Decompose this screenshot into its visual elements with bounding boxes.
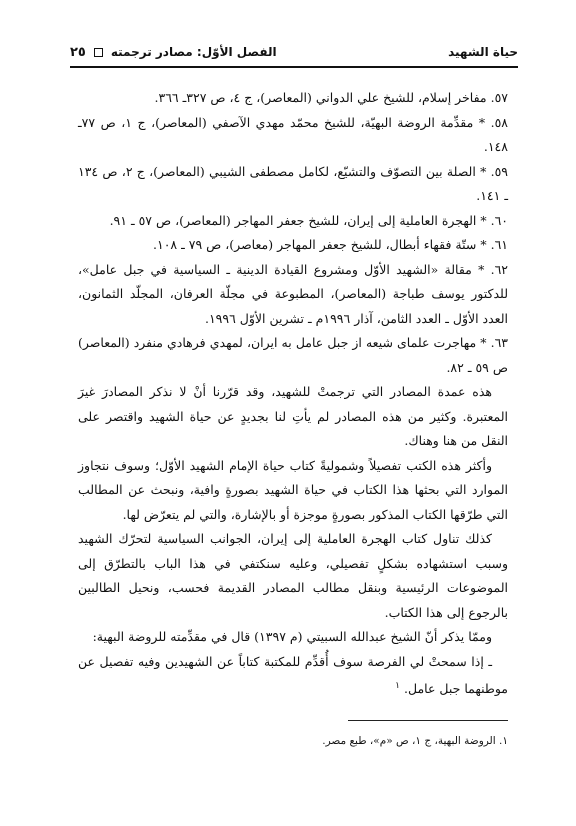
reference-item: ٦٢. * مقالة «الشهيد الأوّل ومشروع القيادة الدينية ـ السياسية في جبل عامل»، للدكتور يوسف طباجة (المعاصر)، المطبوعة في مجلّة العرفان، المجلّد الثمانون، العدد الأوّل ـ العدد الثامن، آذار ١٩٩٦م ـ تشرين الأوّل ١٩٩٦. bbox=[78, 261, 508, 326]
quoted-paragraph bbox=[78, 650, 508, 702]
reference-item: ٦١. * ستّة فقهاء أبطال، للشيخ جعفر المهاجر (معاصر)، ص ٧٩ ـ ١٠٨. bbox=[153, 237, 508, 252]
header-chapter-group bbox=[70, 45, 277, 60]
reference-item: ٦٣. * مهاجرت علمای شیعه از جبل عامل به ایران، لمهدي فرهادي منفرد (المعاصر) ص ٥٩ ـ ٨٢. bbox=[78, 335, 508, 375]
reference-list bbox=[78, 86, 508, 380]
separator-box-icon bbox=[94, 48, 103, 57]
header-rule bbox=[70, 66, 518, 68]
body-paragraph: هذه عمدة المصادر التي ترجمتْ للشهيد، وقد قرّرنا أنْ لا نذكر المصادرَ غيرَ المعتبرة. وكثير من هذه المصادر لم يأتِ لنا بجديدٍ عن حياة الشهيد واقتصر على النقل من هنا وهناك. bbox=[78, 384, 508, 448]
reference-item: ٥٨. * مقدِّمة الروضة البهيّة، للشيخ محمّد مهدي الآصفي (المعاصر)، ج ١، ص ٧٧ـ ١٤٨. bbox=[78, 114, 508, 154]
footnote-marker: ١ bbox=[395, 681, 400, 691]
main-content bbox=[78, 86, 508, 702]
body-paragraph: وممّا يذكر أنّ الشيخ عبدالله السبيتي (م ١٣٩٧) قال في مقدِّمته للروضة البهية: bbox=[92, 629, 492, 644]
book-title: حياة الشهيد bbox=[448, 45, 518, 59]
reference-item: ٦٠. * الهجرة العاملية إلى إيران، للشيخ جعفر المهاجر (المعاصر)، ص ٥٧ ـ ٩١. bbox=[109, 212, 508, 228]
chapter-title: الفصل الأوّل: مصادر ترجمته bbox=[110, 45, 277, 59]
reference-item: ٥٩. * الصلة بين التصوّف والتشيّع، لكامل مصطفى الشيبي (المعاصر)، ج ٢، ص ١٣٤ ـ ١٤١. bbox=[78, 163, 508, 203]
footnote: ١. الروضة البهية، ج ١، ص «م»، طبع مصر. bbox=[322, 735, 508, 747]
page-number: ٢٥ bbox=[70, 44, 86, 60]
footnote-rule bbox=[348, 720, 508, 721]
running-header bbox=[70, 42, 518, 62]
reference-item: ٥٧. مفاخر إسلام، للشيخ علي الدواني (المعاصر)، ج ٤، ص ٣٢٧ـ ٣٦٦. bbox=[154, 90, 508, 105]
quote-text: ـ إذا سمحتْ لي الفرصة سوف أُقدِّم للمكتبة كتاباً عن الشهيدين وفيه تفصيل عن موطنهما جبل عامل. bbox=[78, 653, 508, 697]
body-paragraph: كذلك تناول كتاب الهجرة العاملية إلى إيران، الجوانب السياسية لتحرّك الشهيد وسبب استشهاده بشكلٍ تفصيلي، وعليه سنكتفي في هذا الباب بالتطرّق إلى الموضوعات الرئيسية وبنقل مطالب المصادر القديمة فحسب، ونحيل الطالبين بالرجوع إلى هذا الكتاب. bbox=[78, 531, 508, 620]
body-paragraph: وأكثر هذه الكتب تفصيلاً وشموليةً كتاب حياة الإمام الشهيد الأوّل؛ وسوف نتجاوز الموارد التي بحثها هذا الكتاب في حياة الشهيد بصورةٍ وافية، ونبحث عن المطالب التي طرّقها الكتاب المذكور بصورةٍ موجزة أو بالإشارة، والتي لم يتعرّض لها. bbox=[78, 457, 508, 522]
